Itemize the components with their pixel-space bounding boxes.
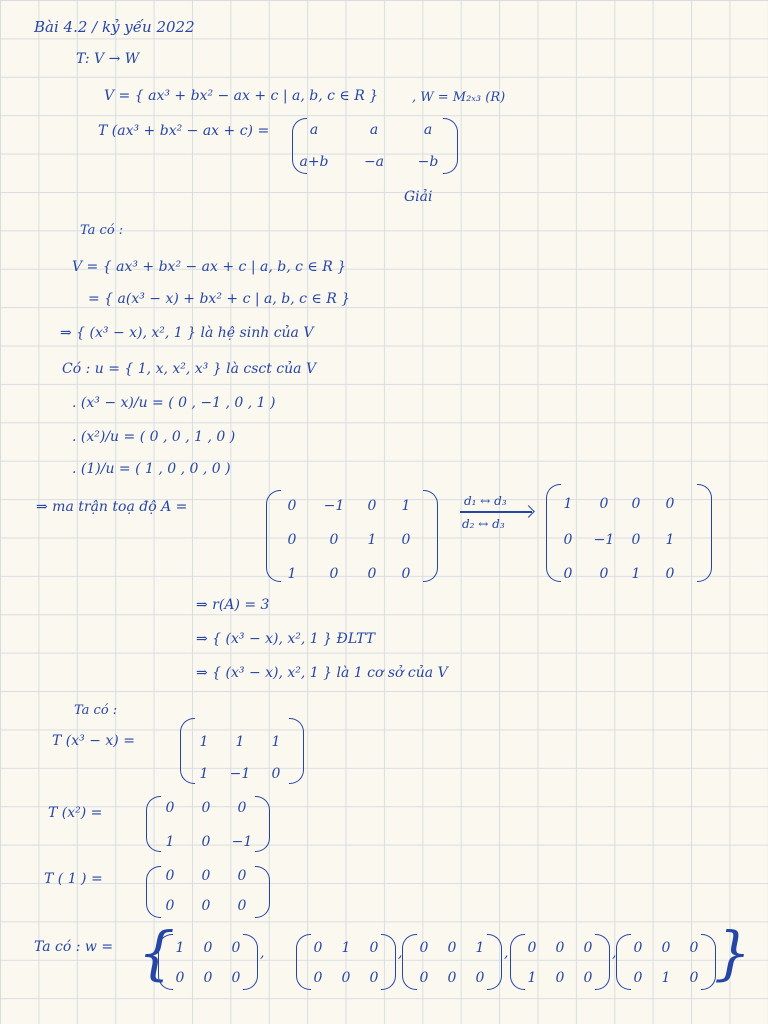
matrix-cell: 0 (583, 940, 593, 956)
matrix-cell: 0 (341, 970, 351, 986)
coordinate-vector-2: . (x²)/u = ( 0 , 0 , 1 , 0 ) (72, 429, 236, 445)
w-basis-matrix-4 (510, 934, 610, 990)
t-x2-label: T (x²) = (48, 805, 103, 821)
ta-co-heading: Ta có : (80, 223, 124, 238)
matrix-cell: 0 (201, 868, 211, 884)
matrix-cell: 0 (271, 766, 281, 782)
matrix-cell: 0 (475, 970, 485, 986)
matrix-cell: 0 (689, 970, 699, 986)
spanning-set-statement: ⇒ { (x³ − x), x², 1 } là hệ sinh của V (60, 325, 314, 341)
independence-statement: ⇒ { (x³ − x), x², 1 } ĐLTT (196, 631, 375, 647)
solution-label: Giải (404, 189, 433, 205)
matrix-cell: 0 (633, 970, 643, 986)
matrix-cell: 0 (313, 940, 323, 956)
matrix-cell: 0 (329, 532, 339, 548)
matrix-right-paren (697, 484, 712, 582)
matrix-cell: 0 (665, 496, 675, 512)
matrix-cell: 1 (175, 940, 185, 956)
t-definition: T (ax³ + bx² − ax + c) = (98, 123, 270, 139)
matrix-cell: 0 (419, 940, 429, 956)
matrix-cell: 0 (237, 800, 247, 816)
matrix-cell: 0 (165, 898, 175, 914)
coordinate-vector-3: . (1)/u = ( 1 , 0 , 0 , 0 ) (72, 461, 231, 477)
w-basis-matrix-5 (616, 934, 716, 990)
v-definition: V = { ax³ + bx² − ax + c | a, b, c ∈ R } (104, 88, 379, 104)
v-set-line: V = { ax³ + bx² − ax + c | a, b, c ∈ R } (72, 259, 347, 275)
problem-title: Bài 4.2 / kỷ yếu 2022 (34, 18, 195, 36)
matrix-cell: 1 (661, 970, 671, 986)
t-1-label: T ( 1 ) = (44, 871, 103, 887)
matrix-cell: 0 (201, 800, 211, 816)
matrix-cell: 0 (527, 940, 537, 956)
matrix-cell: 1 (527, 970, 537, 986)
t-x3-minus-x-matrix (180, 718, 304, 784)
w-basis-separator: , (612, 945, 617, 961)
t-1-matrix (146, 866, 270, 918)
rank-statement: ⇒ r(A) = 3 (196, 597, 270, 613)
matrix-cell: 1 (631, 566, 641, 582)
matrix-cell: −1 (229, 766, 251, 782)
basis-conclusion: ⇒ { (x³ − x), x², 1 } là 1 cơ sở của V (196, 665, 448, 681)
w-basis-matrix-3 (402, 934, 502, 990)
row-reduction-arrow (460, 511, 532, 513)
row-operation-2: d₂ ↔ d₃ (462, 517, 505, 531)
matrix-cell: 0 (665, 566, 675, 582)
matrix-cell: 1 (475, 940, 485, 956)
w-basis-open-brace: { (138, 919, 175, 987)
matrix-cell: 0 (287, 532, 297, 548)
matrix-cell: 0 (447, 970, 457, 986)
matrix-cell: 1 (287, 566, 297, 582)
matrix-cell: 1 (199, 734, 209, 750)
matrix-cell: 0 (201, 898, 211, 914)
matrix-cell: 0 (555, 970, 565, 986)
matrix-cell: 1 (271, 734, 281, 750)
matrix-cell: 0 (631, 532, 641, 548)
matrix-cell: 1 (341, 940, 351, 956)
matrix-cell: 1 (367, 532, 377, 548)
matrix-cell: 0 (633, 940, 643, 956)
matrix-cell: 0 (555, 940, 565, 956)
matrix-cell: 1 (199, 766, 209, 782)
w-basis-label: Ta có : w = (34, 939, 114, 955)
t-x3-minus-x-label: T (x³ − x) = (52, 733, 135, 749)
matrix-cell: 0 (367, 566, 377, 582)
row-operation-1: d₁ ↔ d₃ (464, 494, 507, 508)
matrix-cell: 0 (689, 940, 699, 956)
w-basis-separator: , (504, 945, 509, 961)
matrix-cell: 0 (203, 940, 213, 956)
t-x2-matrix (146, 796, 270, 852)
w-basis-matrix-1 (158, 934, 258, 990)
matrix-cell: −1 (323, 498, 345, 514)
coordinate-matrix-label: ⇒ ma trận toạ độ A = (36, 499, 188, 515)
matrix-cell: 1 (665, 532, 675, 548)
matrix-cell: 0 (599, 566, 609, 582)
matrix-cell: 0 (313, 970, 323, 986)
matrix-cell: 0 (563, 532, 573, 548)
standard-basis-statement: Có : u = { 1, x, x², x³ } là csct của V (62, 361, 317, 377)
matrix-cell: 0 (419, 970, 429, 986)
matrix-a-reduced (546, 484, 712, 582)
matrix-cell: −a (363, 154, 385, 170)
matrix-cell: 1 (235, 734, 245, 750)
w-basis-matrix-2 (296, 934, 396, 990)
w-basis-separator: , (260, 945, 265, 961)
v-set-rewritten: = { a(x³ − x) + bx² + c | a, b, c ∈ R } (88, 291, 351, 307)
matrix-cell: 0 (231, 970, 241, 986)
matrix-cell: 0 (287, 498, 297, 514)
map-definition: T: V → W (76, 51, 140, 67)
matrix-cell: a+b (299, 154, 329, 170)
matrix-cell: 0 (165, 868, 175, 884)
matrix-cell: 0 (563, 566, 573, 582)
matrix-cell: 0 (369, 970, 379, 986)
matrix-cell: 0 (201, 834, 211, 850)
matrix-cell: a (369, 122, 379, 138)
matrix-cell: 0 (165, 800, 175, 816)
matrix-cell: 0 (203, 970, 213, 986)
matrix-cell: 0 (583, 970, 593, 986)
matrix-cell: −1 (593, 532, 615, 548)
matrix-cell: −b (417, 154, 439, 170)
w-basis-separator: , (398, 945, 403, 961)
matrix-cell: 0 (401, 532, 411, 548)
matrix-cell: 0 (631, 496, 641, 512)
matrix-cell: 0 (231, 940, 241, 956)
matrix-cell: a (309, 122, 319, 138)
coordinate-vector-1: . (x³ − x)/u = ( 0 , −1 , 0 , 1 ) (72, 395, 276, 411)
ta-co-heading-2: Ta có : (74, 703, 118, 718)
matrix-cell: 0 (599, 496, 609, 512)
matrix-a (266, 490, 438, 582)
matrix-cell: 1 (165, 834, 175, 850)
matrix-cell: 0 (447, 940, 457, 956)
matrix-cell: 0 (661, 940, 671, 956)
matrix-cell: 1 (401, 498, 411, 514)
matrix-cell: 0 (175, 970, 185, 986)
matrix-cell: 0 (369, 940, 379, 956)
w-basis-close-brace: } (714, 919, 751, 987)
w-definition: , W = M₂ₓ₃ (R) (412, 90, 506, 105)
t-matrix (292, 118, 458, 174)
matrix-cell: 1 (563, 496, 573, 512)
matrix-cell: 0 (237, 898, 247, 914)
matrix-cell: 0 (401, 566, 411, 582)
matrix-cell: 0 (237, 868, 247, 884)
matrix-cell: 0 (367, 498, 377, 514)
matrix-cell: 0 (329, 566, 339, 582)
matrix-cell: a (423, 122, 433, 138)
matrix-cell: −1 (231, 834, 253, 850)
